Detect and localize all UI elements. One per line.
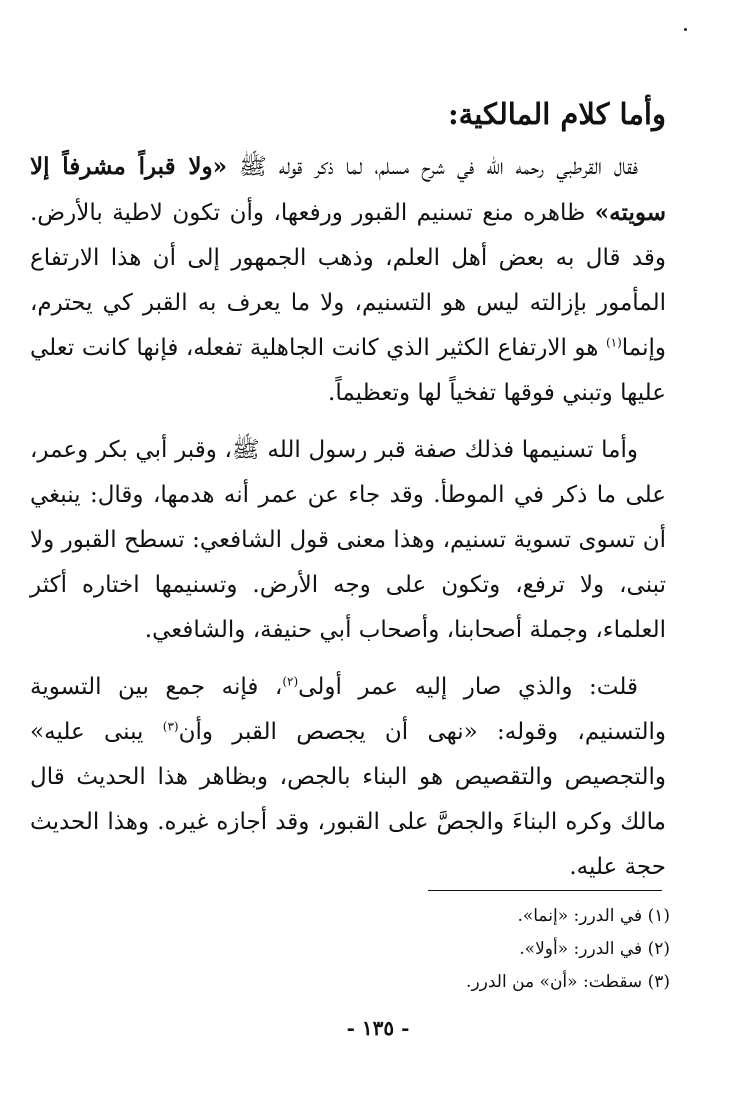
- footnote-1: (١) في الدرر: «إنما».: [517, 906, 670, 926]
- p3-text-1: قلت: والذي صار إليه عمر أولى: [298, 674, 638, 700]
- page-body: [30, 92, 666, 902]
- paragraph-3: [30, 665, 666, 890]
- footnote-marker-3[interactable]: (٣): [162, 719, 179, 734]
- p1-text-3: هو الارتفاع الكثير الذي كانت الجاهلية تفعله، فإنها كانت تعلي عليها وتبني فوقها تفخياً لها وتعظيماً.: [30, 335, 666, 406]
- p1-text-1: فقال القرطبي رحمه الله في شرح مسلم، لما ذكر قوله ﷺ: [226, 154, 638, 180]
- hadith-quote: «ولا قبراً مشرفاً إلا سويته»: [30, 153, 666, 226]
- paragraph-1: [30, 144, 666, 416]
- corner-mark: [684, 28, 687, 31]
- p1-text-2: ظاهره منع تسنيم القبور ورفعها، وأن تكون لاطية بالأرض. وقد قال به بعض أهل العلم، وذهب الجمهور إلى أن هذا الارتفاع المأمور بإزالته ليس هو التسنيم، ولا ما يعرف به القبر كي يحترم، وإنما: [30, 200, 666, 361]
- footnote-2: (٢) في الدرر: «أولا».: [519, 939, 670, 959]
- p3-text-2: ، فإنه جمع بين التسوية والتسنيم، وقوله: «نهى أن يجصص القبر وأن: [30, 674, 666, 745]
- footnote-marker-2[interactable]: (٢): [282, 674, 299, 689]
- footnote-3: (٣) سقطت: «أن» من الدرر.: [466, 972, 670, 992]
- p3-text-3: يبنى عليه» والتجصيص والتقصيص هو البناء بالجص، وبظاهر هذا الحديث قال مالك وكره البناءَ والجصَّ على القبور، وقد أجازه غيره. وهذا الحديث حجة عليه.: [30, 719, 666, 880]
- footnotes: [30, 900, 670, 999]
- paragraph-2: وأما تسنيمها فذلك صفة قبر رسول الله ﷺ، وقبر أبي بكر وعمر، على ما ذكر في الموطأ. وقد جاء عن عمر أنه هدمها، وقال: ينبغي أن تسوى تسوية تسنيم، وهذا معنى قول الشافعي: تسطح القبور ولا تبنى، ولا ترفع، وتكون على وجه الأرض. وتسنيمها اختاره أكثر العلماء، وجملة أصحابنا، وأصحاب أبي حنيفة، والشافعي.: [30, 437, 666, 643]
- page-number: - ١٣٥ -: [346, 1016, 410, 1040]
- footnote-separator: [428, 890, 662, 891]
- section-heading: وأما كلام المالكية:: [447, 97, 666, 131]
- footnote-marker-1[interactable]: (١): [605, 335, 622, 350]
